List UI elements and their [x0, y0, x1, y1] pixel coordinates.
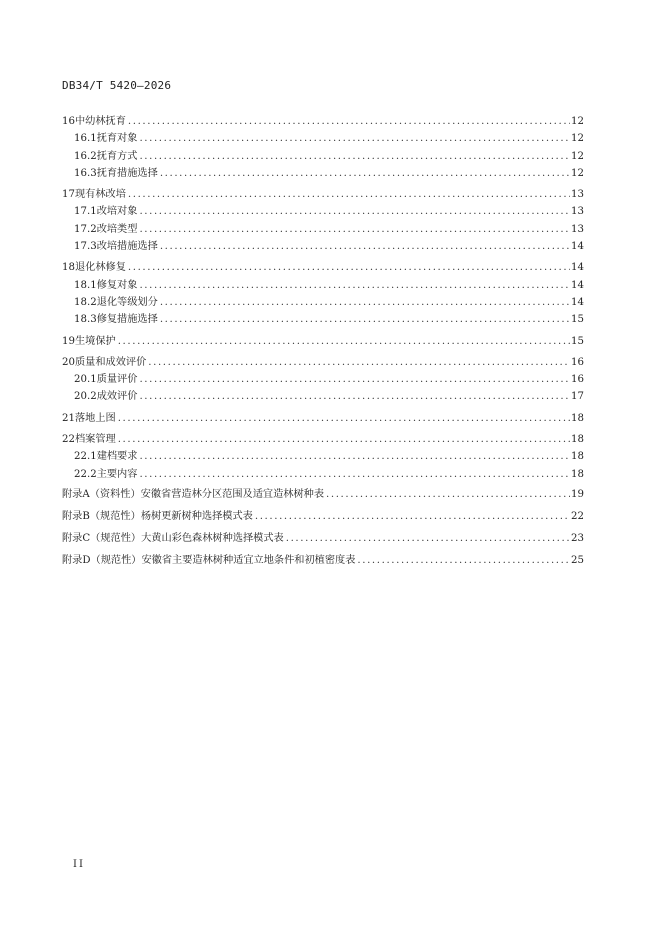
- dot-leader: [158, 241, 570, 252]
- entry-page: 14: [571, 296, 584, 308]
- appendix-entry[interactable]: [62, 485, 584, 507]
- entry-title: 生境保护: [74, 335, 116, 347]
- appendix-entry[interactable]: [62, 507, 584, 529]
- toc-entry[interactable]: [62, 430, 584, 447]
- entry-page: 13: [571, 223, 584, 235]
- toc-entry[interactable]: [62, 237, 584, 254]
- entry-page: 16: [571, 356, 584, 368]
- toc-entry[interactable]: [62, 258, 584, 275]
- appendix-entry[interactable]: [62, 551, 584, 573]
- entry-title: 改培类型: [96, 223, 138, 235]
- toc-entry[interactable]: [62, 129, 584, 146]
- entry-page: 12: [571, 150, 584, 162]
- page-number: II: [73, 859, 85, 870]
- dot-leader: [137, 374, 570, 385]
- entry-title: 质量评价: [96, 374, 138, 386]
- dot-leader: [137, 224, 570, 235]
- dot-leader: [137, 451, 570, 462]
- toc-entry[interactable]: [62, 293, 584, 310]
- entry-number: 17: [62, 189, 75, 201]
- entry-page: 14: [571, 262, 584, 274]
- dot-leader: [158, 168, 570, 179]
- toc-entry[interactable]: [62, 447, 584, 464]
- toc-entry[interactable]: [62, 387, 584, 404]
- entry-number: 18.3: [74, 314, 97, 326]
- table-of-contents: [62, 112, 584, 573]
- entry-page: 17: [571, 391, 584, 403]
- appendix-entry[interactable]: [62, 529, 584, 551]
- entry-title: 质量和成效评价: [74, 356, 147, 368]
- entry-page: 13: [571, 189, 584, 201]
- entry-page: 18: [571, 451, 584, 463]
- entry-title: 档案管理: [74, 434, 116, 446]
- entry-number: 附录C（规范性）: [62, 532, 142, 544]
- dot-leader: [137, 206, 570, 217]
- entry-number: 22.2: [74, 468, 97, 480]
- entry-title: 修复对象: [96, 279, 138, 291]
- entry-page: 15: [571, 335, 584, 347]
- entry-number: 16: [62, 116, 75, 127]
- dot-leader: [116, 434, 570, 445]
- entry-title: 安徽省主要造林树种适宜立地条件和初植密度表: [141, 554, 356, 566]
- toc-entry[interactable]: [62, 164, 584, 181]
- toc-entry[interactable]: [62, 202, 584, 219]
- dot-leader: [253, 511, 570, 522]
- entry-title: 中幼林抚育: [74, 116, 126, 127]
- toc-entry[interactable]: [62, 112, 584, 129]
- entry-number: 22: [62, 434, 75, 446]
- dot-leader: [137, 391, 570, 402]
- entry-number: 17.1: [74, 206, 97, 218]
- entry-page: 18: [571, 412, 584, 424]
- entry-page: 14: [571, 279, 584, 291]
- dot-leader: [355, 555, 570, 566]
- dot-leader: [137, 469, 570, 480]
- entry-title: 抚育对象: [96, 133, 138, 145]
- entry-title: 抚育方式: [96, 150, 138, 162]
- entry-number: 附录A（资料性）: [62, 488, 141, 500]
- toc-entry[interactable]: [62, 185, 584, 202]
- toc-entry[interactable]: [62, 353, 584, 370]
- dot-leader: [137, 151, 570, 162]
- entry-number: 附录B（规范性）: [62, 510, 141, 522]
- dot-leader: [137, 133, 570, 144]
- dot-leader: [116, 336, 570, 347]
- dot-leader: [158, 314, 570, 325]
- dot-leader: [116, 413, 570, 424]
- toc-entry[interactable]: [62, 332, 584, 349]
- dot-leader: [284, 533, 570, 544]
- entry-number: 附录D（规范性）: [62, 554, 142, 566]
- toc-entry[interactable]: [62, 409, 584, 426]
- entry-number: 18: [62, 262, 75, 274]
- entry-title: 安徽省营造林分区范围及适宜造林树种表: [140, 488, 325, 500]
- entry-title: 退化林修复: [74, 262, 126, 274]
- standard-code: DB34/T 5420—2026: [62, 79, 172, 92]
- toc-entry[interactable]: [62, 465, 584, 482]
- entry-page: 16: [571, 374, 584, 386]
- entry-page: 23: [571, 532, 584, 544]
- entry-title: 改培对象: [96, 206, 138, 218]
- entry-number: 18.1: [74, 279, 97, 291]
- entry-number: 16.2: [74, 150, 97, 162]
- entry-title: 抚育措施选择: [96, 167, 158, 179]
- entry-title: 主要内容: [96, 468, 138, 480]
- entry-page: 18: [571, 434, 584, 446]
- entry-page: 12: [571, 167, 584, 179]
- entry-title: 杨树更新树种选择模式表: [140, 510, 253, 522]
- entry-title: 建档要求: [96, 451, 138, 463]
- toc-entry[interactable]: [62, 147, 584, 164]
- entry-title: 退化等级划分: [96, 296, 158, 308]
- entry-title: 成效评价: [96, 391, 138, 403]
- toc-entry[interactable]: [62, 370, 584, 387]
- entry-number: 17.2: [74, 223, 97, 235]
- dot-leader: [137, 280, 570, 291]
- entry-page: 19: [571, 488, 584, 500]
- entry-page: 12: [571, 133, 584, 145]
- entry-number: 18.2: [74, 296, 97, 308]
- entry-title: 大黄山彩色森林树种选择模式表: [141, 532, 284, 544]
- entry-number: 19: [62, 335, 75, 347]
- entry-number: 22.1: [74, 451, 97, 463]
- dot-leader: [126, 189, 570, 200]
- dot-leader: [126, 262, 570, 273]
- entry-page: 14: [571, 241, 584, 253]
- toc-entry[interactable]: [62, 220, 584, 237]
- entry-number: 17.3: [74, 241, 97, 253]
- dot-leader: [146, 357, 570, 368]
- entry-title: 改培措施选择: [96, 241, 158, 253]
- entry-number: 16.3: [74, 167, 97, 179]
- entry-page: 13: [571, 206, 584, 218]
- dot-leader: [126, 116, 570, 127]
- entry-page: 22: [571, 510, 584, 522]
- entry-number: 20.2: [74, 391, 97, 403]
- entry-title: 修复措施选择: [96, 314, 158, 326]
- dot-leader: [324, 489, 570, 500]
- entry-title: 落地上图: [74, 412, 116, 424]
- toc-entry[interactable]: [62, 310, 584, 327]
- entry-page: 12: [571, 116, 584, 127]
- entry-number: 20.1: [74, 374, 97, 386]
- entry-page: 18: [571, 468, 584, 480]
- entry-page: 15: [571, 314, 584, 326]
- entry-title: 现有林改培: [74, 189, 126, 201]
- entry-page: 25: [571, 554, 584, 566]
- dot-leader: [158, 297, 570, 308]
- entry-number: 21: [62, 412, 75, 424]
- entry-number: 20: [62, 356, 75, 368]
- toc-entry[interactable]: [62, 276, 584, 293]
- entry-number: 16.1: [74, 133, 97, 145]
